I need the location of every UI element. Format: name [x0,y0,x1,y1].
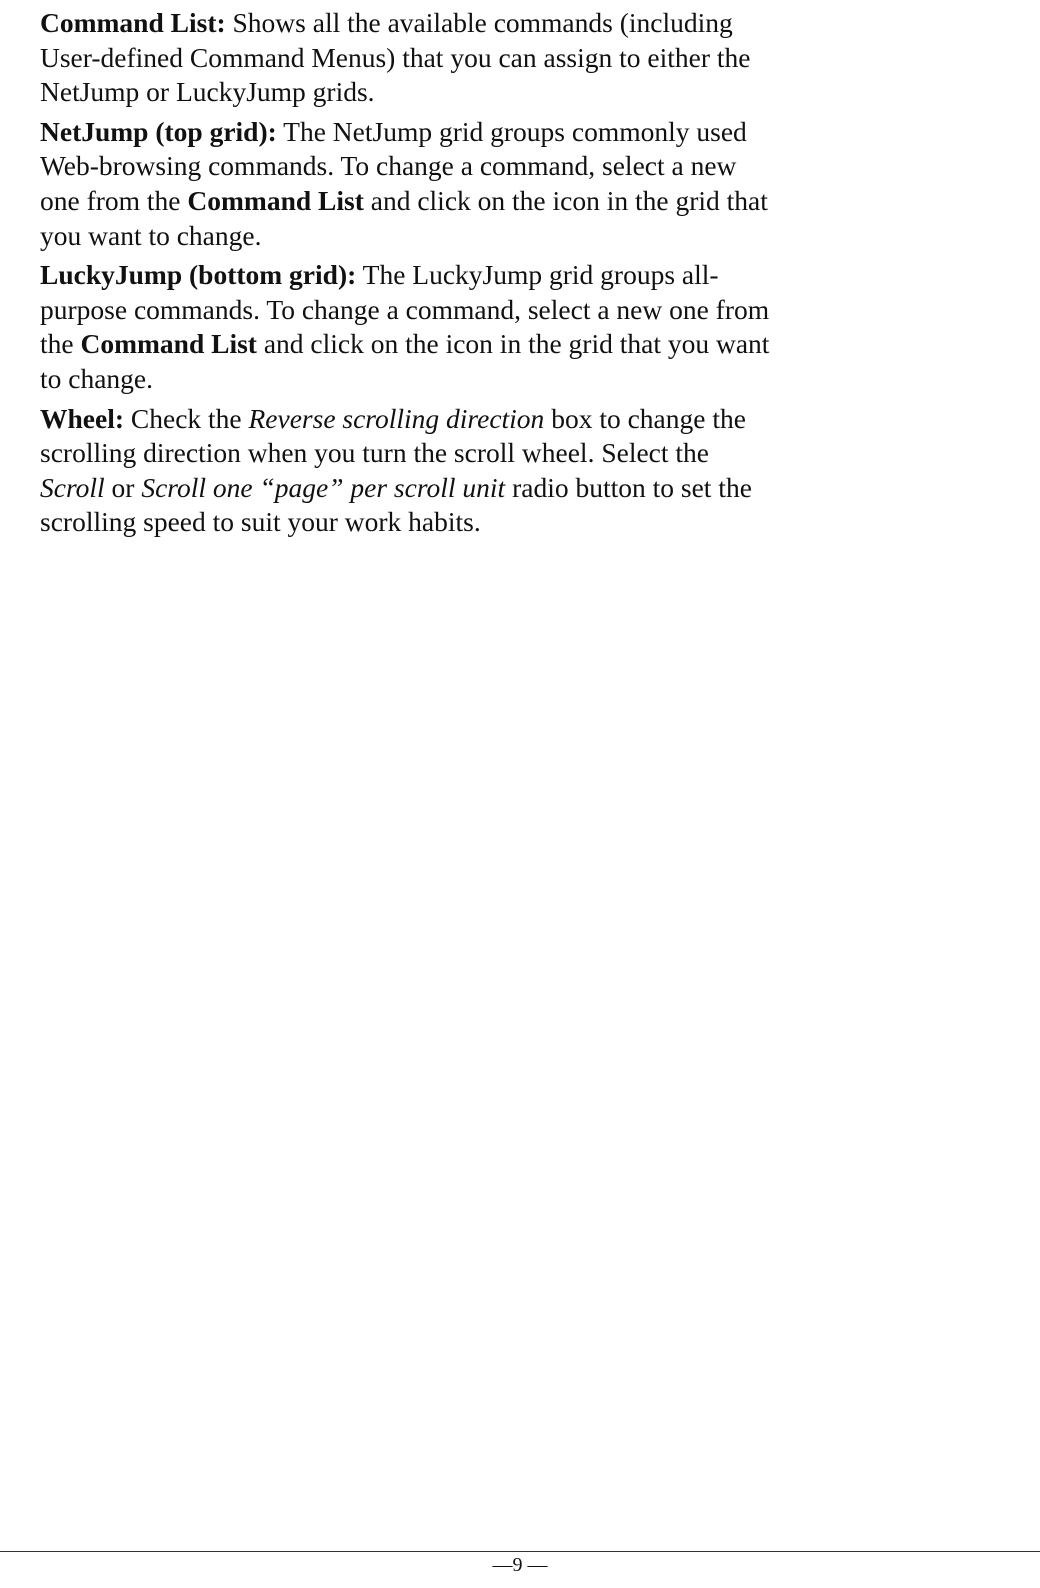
term-netjump: NetJump (top grid): [40,115,277,147]
text: The LuckyJump grid groups all-purpose commands. To change a command, select a new one from the [40,259,770,360]
paragraph-wheel [40,402,770,540]
text: Shows all the available commands (including User-defined Command Menus) that you can assign to either the NetJump or LuckyJump grids. [40,7,751,108]
document-body [40,6,770,545]
paragraph-command-list [40,6,770,110]
term-wheel: Wheel: [40,402,125,434]
text: and click on the icon in the grid that you want to change. [40,328,770,394]
italic-option: Scroll [40,471,105,503]
bold-reference: Command List [187,184,364,216]
page-number: —9 — [492,1554,548,1576]
bold-reference: Command List [80,328,257,360]
italic-option: Scroll one “page” per scroll unit [141,471,506,503]
italic-option: Reverse scrolling direction [248,402,545,434]
footer-divider [0,1551,1040,1552]
term-command-list: Command List: [40,7,226,38]
paragraph-netjump [40,115,770,253]
term-luckyjump: LuckyJump (bottom grid): [40,259,357,291]
text: radio button to set the scrolling speed to suit your work habits. [40,471,752,538]
text: box to change the scrolling direction when you turn the scroll wheel. Select the [40,402,746,469]
text: The NetJump grid groups commonly used Web-browsing commands. To change a command, select a new one from the [40,115,747,216]
paragraph-luckyjump [40,258,770,396]
text: or [104,471,142,503]
text: Check the [124,402,249,434]
text: and click on the icon in the grid that you want to change. [40,184,768,251]
